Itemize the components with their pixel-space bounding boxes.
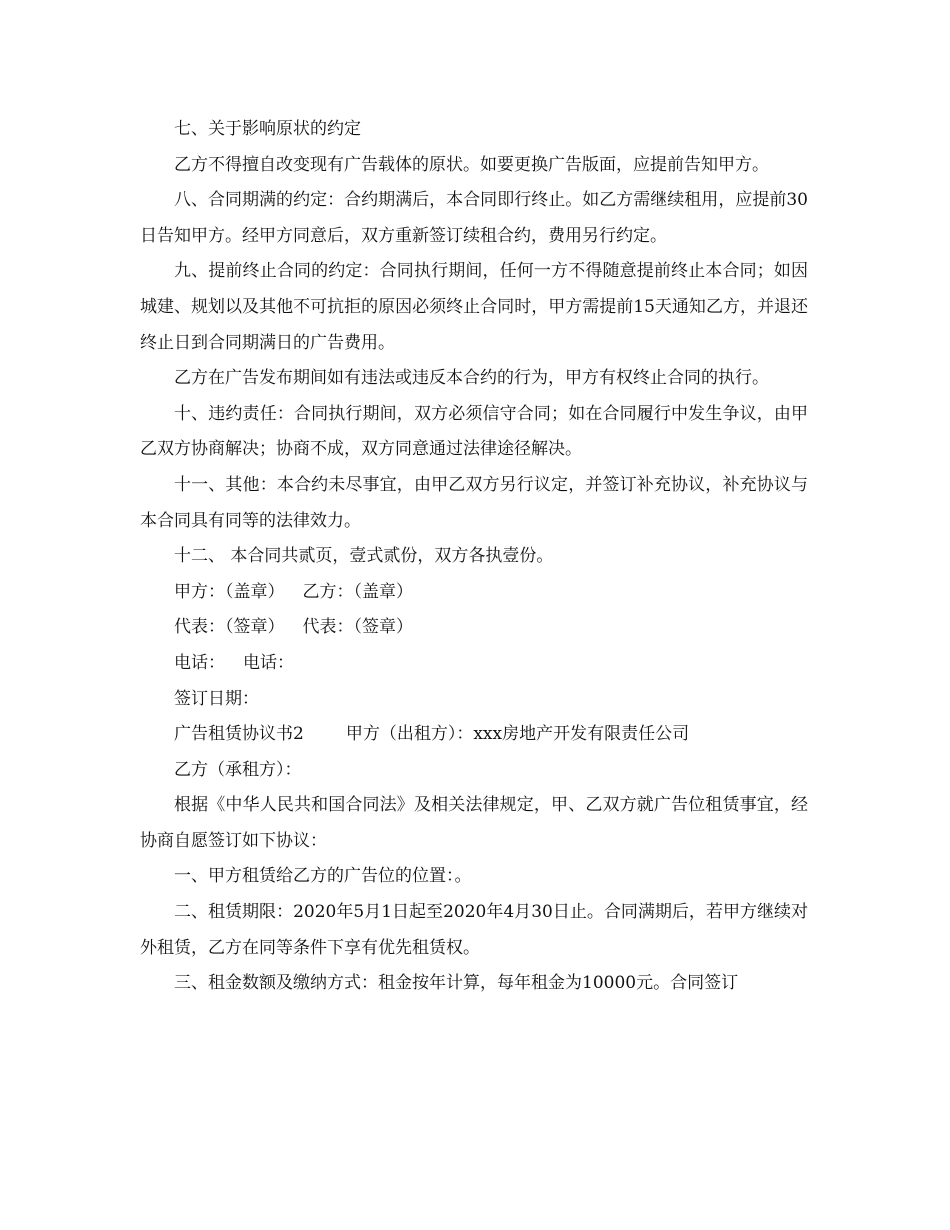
clause-9-violation: 乙方在广告发布期间如有违法或违反本合约的行为，甲方有权终止合同的执行。 — [174, 368, 769, 389]
rep-b: 代表：（签章） — [302, 617, 413, 638]
phone-a: 电话： — [174, 652, 225, 673]
clause-11: 十一、其他：本合约未尽事宜，由甲乙双方另行议定，并签订补充协议，补充协议与本合同具有同等的法律效力。 — [140, 474, 808, 531]
agreement-clause-3: 三、租金数额及缴纳方式：租金按年计算，每年租金为10000元。合同签订 — [174, 973, 739, 994]
agreement-clause-1: 一、甲方租赁给乙方的广告位的位置：。 — [174, 866, 472, 887]
rep-a: 代表：（签章） — [174, 617, 285, 638]
clause-9: 九、提前终止合同的约定：合同执行期间，任何一方不得随意提前终止本合同；如因城建、规划以及其他不可抗拒的原因必须终止合同时，甲方需提前15天通知乙方，并退还终止日到合同期满日的广告费用。 — [140, 261, 808, 353]
document-body — [140, 112, 808, 1002]
second-agreement-header — [140, 717, 808, 753]
clause-12: 十二、 本合同共贰页，壹式贰份，双方各执壹份。 — [174, 546, 554, 567]
second-agreement-title: 广告租赁协议书2 — [174, 724, 304, 745]
phone-b: 电话： — [243, 652, 294, 673]
clause-7-heading: 七、关于影响原状的约定 — [174, 119, 361, 139]
agreement-preamble: 根据《中华人民共和国合同法》及相关法律规定，甲、乙双方就广告位租赁事宜，经协商自愿签订如下协议： — [140, 795, 808, 851]
signature-rep-line — [140, 610, 808, 646]
signature-seal-line — [140, 575, 808, 611]
signature-phone-line — [140, 646, 808, 682]
clause-10: 十、违约责任：合同执行期间，双方必须信守合同；如在合同履行中发生争议，由甲乙双方协商解决；协商不成，双方同意通过法律途径解决。 — [140, 403, 808, 460]
party-b-seal: 乙方：（盖章） — [302, 581, 413, 602]
party-a-seal: 甲方：（盖章） — [174, 581, 285, 602]
clause-7-body: 乙方不得擅自改变现有广告载体的原状。如要更换广告版面，应提前告知甲方。 — [174, 154, 769, 175]
lessee-line: 乙方（承租方）： — [174, 759, 302, 780]
signature-date: 签订日期： — [174, 688, 259, 709]
lessor-line: 甲方（出租方）：xxx房地产开发有限责任公司 — [345, 724, 690, 745]
agreement-clause-2: 二、租赁期限：2020年5月1日起至2020年4月30日止。合同满期后，若甲方继续对外租赁，乙方在同等条件下享有优先租赁权。 — [140, 902, 808, 958]
clause-8: 八、合同期满的约定：合约期满后，本合同即行终止。如乙方需继续租用，应提前30日告知甲方。经甲方同意后，双方重新签订续租合约，费用另行约定。 — [140, 190, 808, 246]
